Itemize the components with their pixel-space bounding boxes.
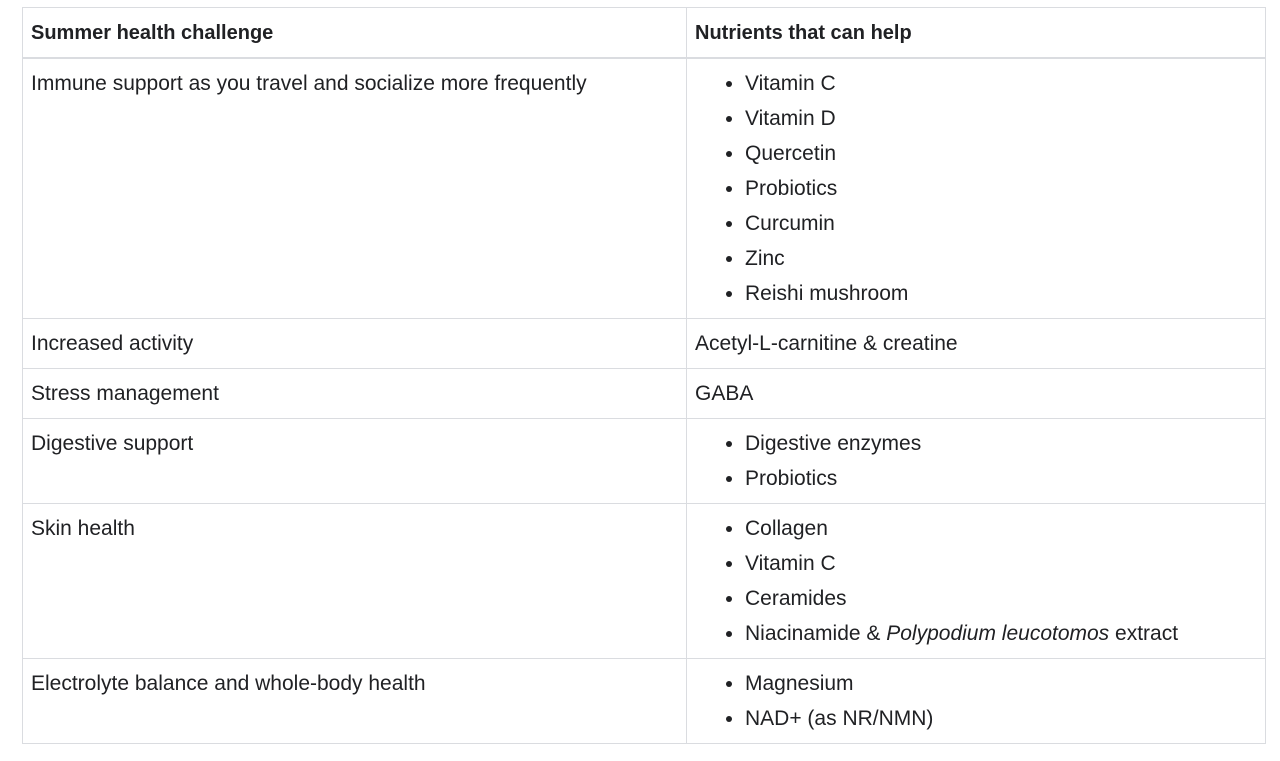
nutrients-cell [687, 503, 1266, 658]
nutrient-list [695, 511, 1257, 651]
list-item: • Vitamin C [745, 66, 1257, 101]
list-item: • Reishi mushroom [745, 276, 1257, 311]
nutrients-cell [687, 418, 1266, 503]
summer-health-table [22, 7, 1266, 744]
nutrient-list [695, 426, 1257, 496]
list-item-suffix: extract [1109, 621, 1179, 645]
nutrients-cell [687, 58, 1266, 319]
list-item: • Probiotics [745, 171, 1257, 206]
table-row [23, 58, 1266, 319]
nutrients-cell [687, 658, 1266, 743]
list-item: • Digestive enzymes [745, 426, 1257, 461]
header-challenge: Summer health challenge [23, 8, 687, 58]
table-row [23, 318, 1266, 368]
challenge-cell: Skin health [23, 503, 687, 658]
table-row [23, 503, 1266, 658]
list-item: • Magnesium [745, 666, 1257, 701]
table-row [23, 658, 1266, 743]
challenge-cell: Digestive support [23, 418, 687, 503]
list-item: • Vitamin D [745, 101, 1257, 136]
challenge-cell: Increased activity [23, 318, 687, 368]
list-item: • Curcumin [745, 206, 1257, 241]
list-item: • Ceramides [745, 581, 1257, 616]
nutrients-cell: Acetyl-L-carnitine & creatine [687, 318, 1266, 368]
list-item-prefix: Niacinamide & [745, 621, 887, 645]
table-row [23, 418, 1266, 503]
challenge-cell: Immune support as you travel and socialize more frequently [23, 58, 687, 319]
list-item: • Zinc [745, 241, 1257, 276]
list-item: • Quercetin [745, 136, 1257, 171]
nutrients-cell: GABA [687, 368, 1266, 418]
challenge-cell: Electrolyte balance and whole-body health [23, 658, 687, 743]
table-row [23, 368, 1266, 418]
list-item: • Probiotics [745, 461, 1257, 496]
table-header-row [23, 8, 1266, 58]
nutrients-table-container [22, 7, 1265, 744]
nutrient-list [695, 66, 1257, 311]
list-item: • Collagen [745, 511, 1257, 546]
list-item-italic: Polypodium leucotomos [886, 621, 1110, 645]
challenge-cell: Stress management [23, 368, 687, 418]
nutrient-list [695, 666, 1257, 736]
list-item: • NAD+ (as NR/NMN) [745, 701, 1257, 736]
list-item [745, 616, 1257, 651]
list-item: • Vitamin C [745, 546, 1257, 581]
header-nutrients: Nutrients that can help [687, 8, 1266, 58]
